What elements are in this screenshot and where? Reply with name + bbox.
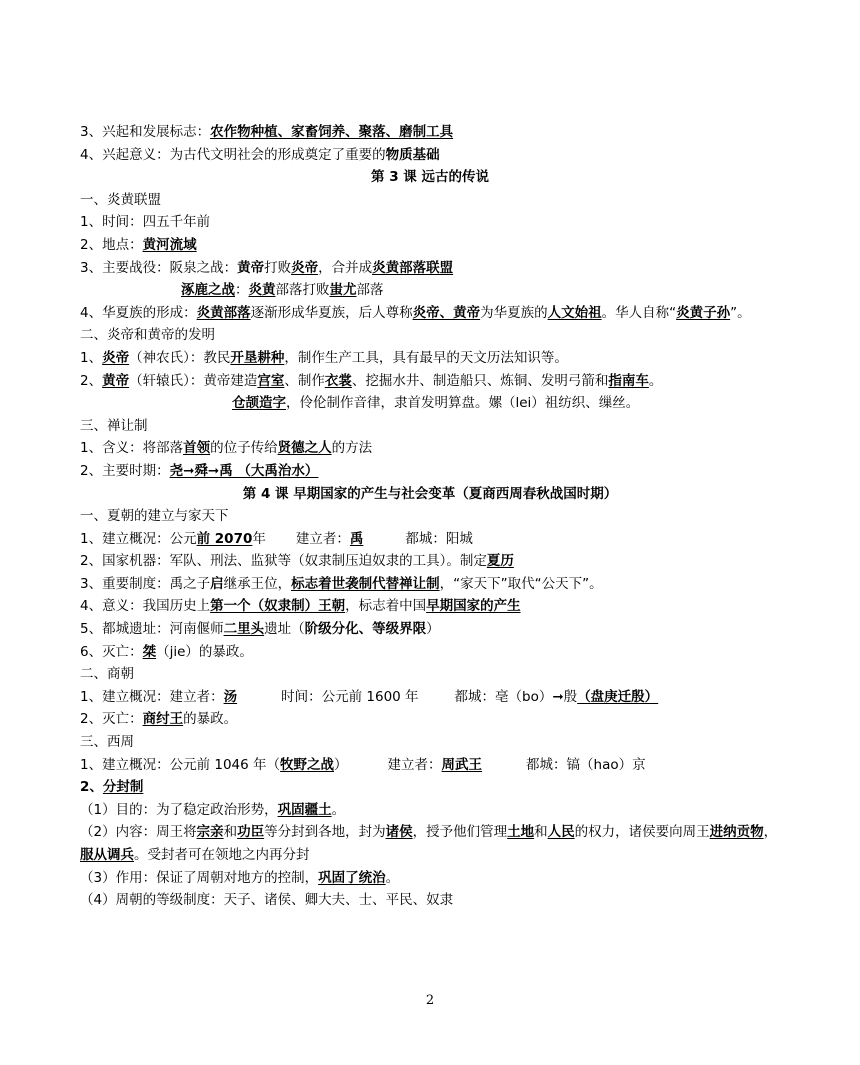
text: 3、主要战役：阪泉之战： — [80, 259, 238, 276]
document-body — [80, 121, 780, 912]
text-line — [80, 279, 780, 302]
text: ，授予他们管理 — [412, 824, 508, 841]
text: 的暴政。 — [183, 711, 238, 728]
text: ，制作生产工具，具有最早的天文历法知识等。 — [284, 349, 568, 366]
text: 5、都城遗址：河南偃师 — [80, 621, 224, 638]
text: 1、建立概况：公元前 1046 年（ — [80, 756, 281, 773]
text: ，“家天下”取代“公天下”。 — [439, 575, 603, 592]
key-term: 宫室 — [257, 372, 285, 389]
text: 建立者： — [387, 756, 442, 773]
text-line — [80, 618, 780, 641]
text: 。受封者可在领地之内再分封 — [134, 847, 310, 863]
text: ： — [235, 282, 249, 299]
text: 打败 — [264, 259, 292, 276]
text: 。 — [648, 372, 663, 389]
key-term: 尧➞舜➞禹 （大禹治水） — [169, 462, 319, 479]
text-line — [80, 121, 780, 144]
key-term: 第一个（奴隶制）王朝 — [210, 598, 346, 615]
key-term: 功臣 — [237, 824, 265, 841]
text: 2、地点： — [80, 236, 143, 253]
key-term: 巩固了统治 — [318, 869, 386, 886]
text-line: （4）周朝的等级制度：天子、诸侯、卿大夫、士、平民、奴隶 — [80, 892, 454, 909]
text-line — [80, 370, 780, 393]
text: 2、主要时期： — [80, 462, 170, 479]
page-number: 2 — [425, 993, 435, 1008]
key-term: 早期国家的产生 — [426, 598, 521, 615]
text-line — [80, 754, 780, 777]
text: 2、 — [80, 372, 103, 389]
text-line — [80, 144, 780, 167]
text: ） — [426, 621, 440, 638]
text: （1）目的：为了稳定政治形势， — [80, 801, 278, 818]
key-term: 周武王 — [441, 756, 483, 773]
text: 3、重要制度：禹之子 — [80, 575, 211, 592]
key-term: （盘庚迁殷） — [577, 688, 659, 705]
text: 的方法 — [331, 440, 373, 457]
text: （2）内容：周王将 — [80, 824, 197, 841]
text: ”。 — [730, 304, 751, 321]
text: 都城：亳（bo）➞殷 — [454, 688, 578, 705]
text-line — [80, 686, 780, 709]
text: 。华人自称“ — [601, 304, 677, 321]
key-term: 人民 — [547, 824, 575, 841]
text-line — [80, 550, 780, 573]
key-term: 诸侯 — [385, 824, 413, 841]
key-term: 巩固疆土 — [277, 801, 332, 818]
key-term: 仓颉造字 — [232, 395, 286, 412]
text: 逐渐形成华夏族，后人尊称 — [250, 304, 413, 321]
key-term: 阶级分化、等级界限 — [304, 621, 427, 638]
key-term: 蚩尤 — [329, 282, 357, 299]
text: 、制作 — [284, 372, 325, 389]
text: 继承王位， — [223, 575, 292, 592]
key-term: 炎黄子孙 — [676, 304, 731, 321]
text: 2、国家机器：军队、刑法、监狱等（奴隶制压迫奴隶的工具）。制定 — [80, 553, 487, 570]
key-term: 首领 — [183, 440, 211, 457]
text-line — [80, 641, 780, 664]
text-line — [80, 595, 780, 618]
key-term: 黄河流域 — [142, 236, 197, 253]
key-term: 分封制 — [102, 779, 144, 796]
text-line — [80, 392, 780, 415]
text-line — [80, 460, 780, 483]
text: 的位子传给 — [210, 440, 278, 457]
key-term: 黄帝 — [237, 259, 265, 276]
text: 部落 — [356, 282, 384, 299]
text: 。 — [385, 869, 400, 886]
text: 1、建立概况：公元 — [80, 530, 197, 547]
text: 建立者： — [295, 530, 350, 547]
text: （神农氏）：教民 — [129, 349, 231, 366]
key-term: 黄帝 — [102, 372, 130, 389]
text: 4、华夏族的形成： — [80, 304, 197, 321]
key-term: 服从调兵 — [80, 847, 134, 863]
text-line — [80, 347, 780, 370]
key-term: 炎帝 — [102, 349, 130, 366]
key-term: 衣裳 — [324, 372, 352, 389]
key-term: 人文始祖 — [547, 304, 602, 321]
section-heading: 三、西周 — [80, 734, 134, 751]
text-line — [80, 437, 780, 460]
text-line — [80, 776, 780, 799]
text-line — [80, 257, 780, 280]
key-term: 禹 — [349, 530, 364, 547]
text: 2、灭亡： — [80, 711, 143, 728]
text: 都城：阳城 — [405, 530, 473, 547]
section-heading: 二、炎帝和黄帝的发明 — [80, 327, 215, 344]
text: ，伶伦制作音律，隶首发明算盘。嫘（lei）祖纺织、缫丝。 — [286, 395, 640, 412]
text: （3）作用：保证了周朝对地方的控制， — [80, 869, 319, 886]
key-term: 夏历 — [486, 553, 514, 570]
text-line — [80, 573, 780, 596]
text: 、挖掘水井、制造船只、炼铜、发明弓箭和 — [351, 372, 609, 389]
key-term: 宗亲 — [196, 824, 224, 841]
key-term: 开垦耕种 — [230, 349, 285, 366]
text-line — [80, 799, 780, 822]
key-term: 启 — [210, 575, 224, 592]
section-heading: 二、商朝 — [80, 666, 134, 683]
text: 为华夏族的 — [480, 304, 548, 321]
key-term: 汤 — [223, 688, 238, 705]
key-term: 贤德之人 — [277, 440, 332, 457]
text: 2、 — [80, 779, 103, 796]
key-term: 前 2070 — [196, 530, 253, 547]
key-term: 物质基础 — [385, 146, 440, 163]
text: 和 — [534, 824, 548, 841]
key-term: 牧野之战 — [280, 756, 335, 773]
key-term: 涿鹿之战 — [181, 282, 235, 299]
text-line — [80, 234, 780, 257]
key-term: 商纣王 — [142, 711, 184, 728]
text: 的权力，诸侯要向周王 — [574, 824, 710, 841]
text-line — [80, 528, 780, 551]
text: 遗址（ — [264, 621, 305, 638]
lesson-title: 第 3 课 远古的传说 — [371, 169, 489, 186]
section-heading: 一、夏朝的建立与家天下 — [80, 508, 229, 525]
key-term: 农作物种植、家畜饲养、聚落、磨制工具 — [210, 124, 454, 140]
text: 时间：公元前 1600 年 — [281, 688, 419, 705]
text: 部落打败 — [275, 282, 330, 299]
text: 6、灭亡： — [80, 643, 143, 660]
key-term: 标志着世袭制代替禅让制 — [291, 575, 440, 592]
section-heading: 一、炎黄联盟 — [80, 191, 161, 208]
text-paragraph — [80, 302, 780, 325]
text: 4、兴起意义：为古代文明社会的形成奠定了重要的 — [80, 146, 386, 163]
text: ，合并成 — [318, 259, 373, 276]
text: ） — [334, 756, 348, 773]
key-term: 进纳贡物 — [709, 824, 764, 841]
text-line — [80, 708, 780, 731]
text: 等分封到各地，封为 — [264, 824, 386, 841]
key-term: 炎黄 — [248, 282, 276, 299]
text: 3、兴起和发展标志： — [80, 124, 211, 140]
text-paragraph — [80, 821, 780, 866]
text: ， — [763, 824, 778, 841]
text-line — [80, 867, 780, 890]
text: 年 — [252, 530, 266, 547]
lesson-title: 第 4 课 早期国家的产生与社会变革（夏商西周春秋战国时期） — [242, 485, 618, 502]
text: 都城：镐（hao）京 — [526, 756, 646, 773]
key-term: 指南车 — [608, 372, 649, 389]
text: 4、意义：我国历史上 — [80, 598, 211, 615]
text: 。 — [331, 801, 346, 818]
text: （jie）的暴政。 — [156, 643, 253, 660]
key-term: 土地 — [507, 824, 535, 841]
key-term: 炎黄部落联盟 — [372, 259, 454, 276]
text: 和 — [223, 824, 238, 841]
section-heading: 三、禅让制 — [80, 417, 148, 434]
key-term: 桀 — [142, 643, 157, 660]
text: ，标志着中国 — [345, 598, 427, 615]
key-term: 炎帝、黄帝 — [412, 304, 481, 321]
key-term: 炎帝 — [291, 259, 319, 276]
text-line: 1、时间：四五千年前 — [80, 214, 211, 231]
key-term: 炎黄部落 — [196, 304, 251, 321]
text: 1、 — [80, 349, 103, 366]
key-term: 二里头 — [223, 621, 265, 638]
text: （轩辕氏）：黄帝建造 — [129, 372, 258, 389]
text: 1、含义：将部落 — [80, 440, 184, 457]
text: 1、建立概况：建立者： — [80, 688, 224, 705]
